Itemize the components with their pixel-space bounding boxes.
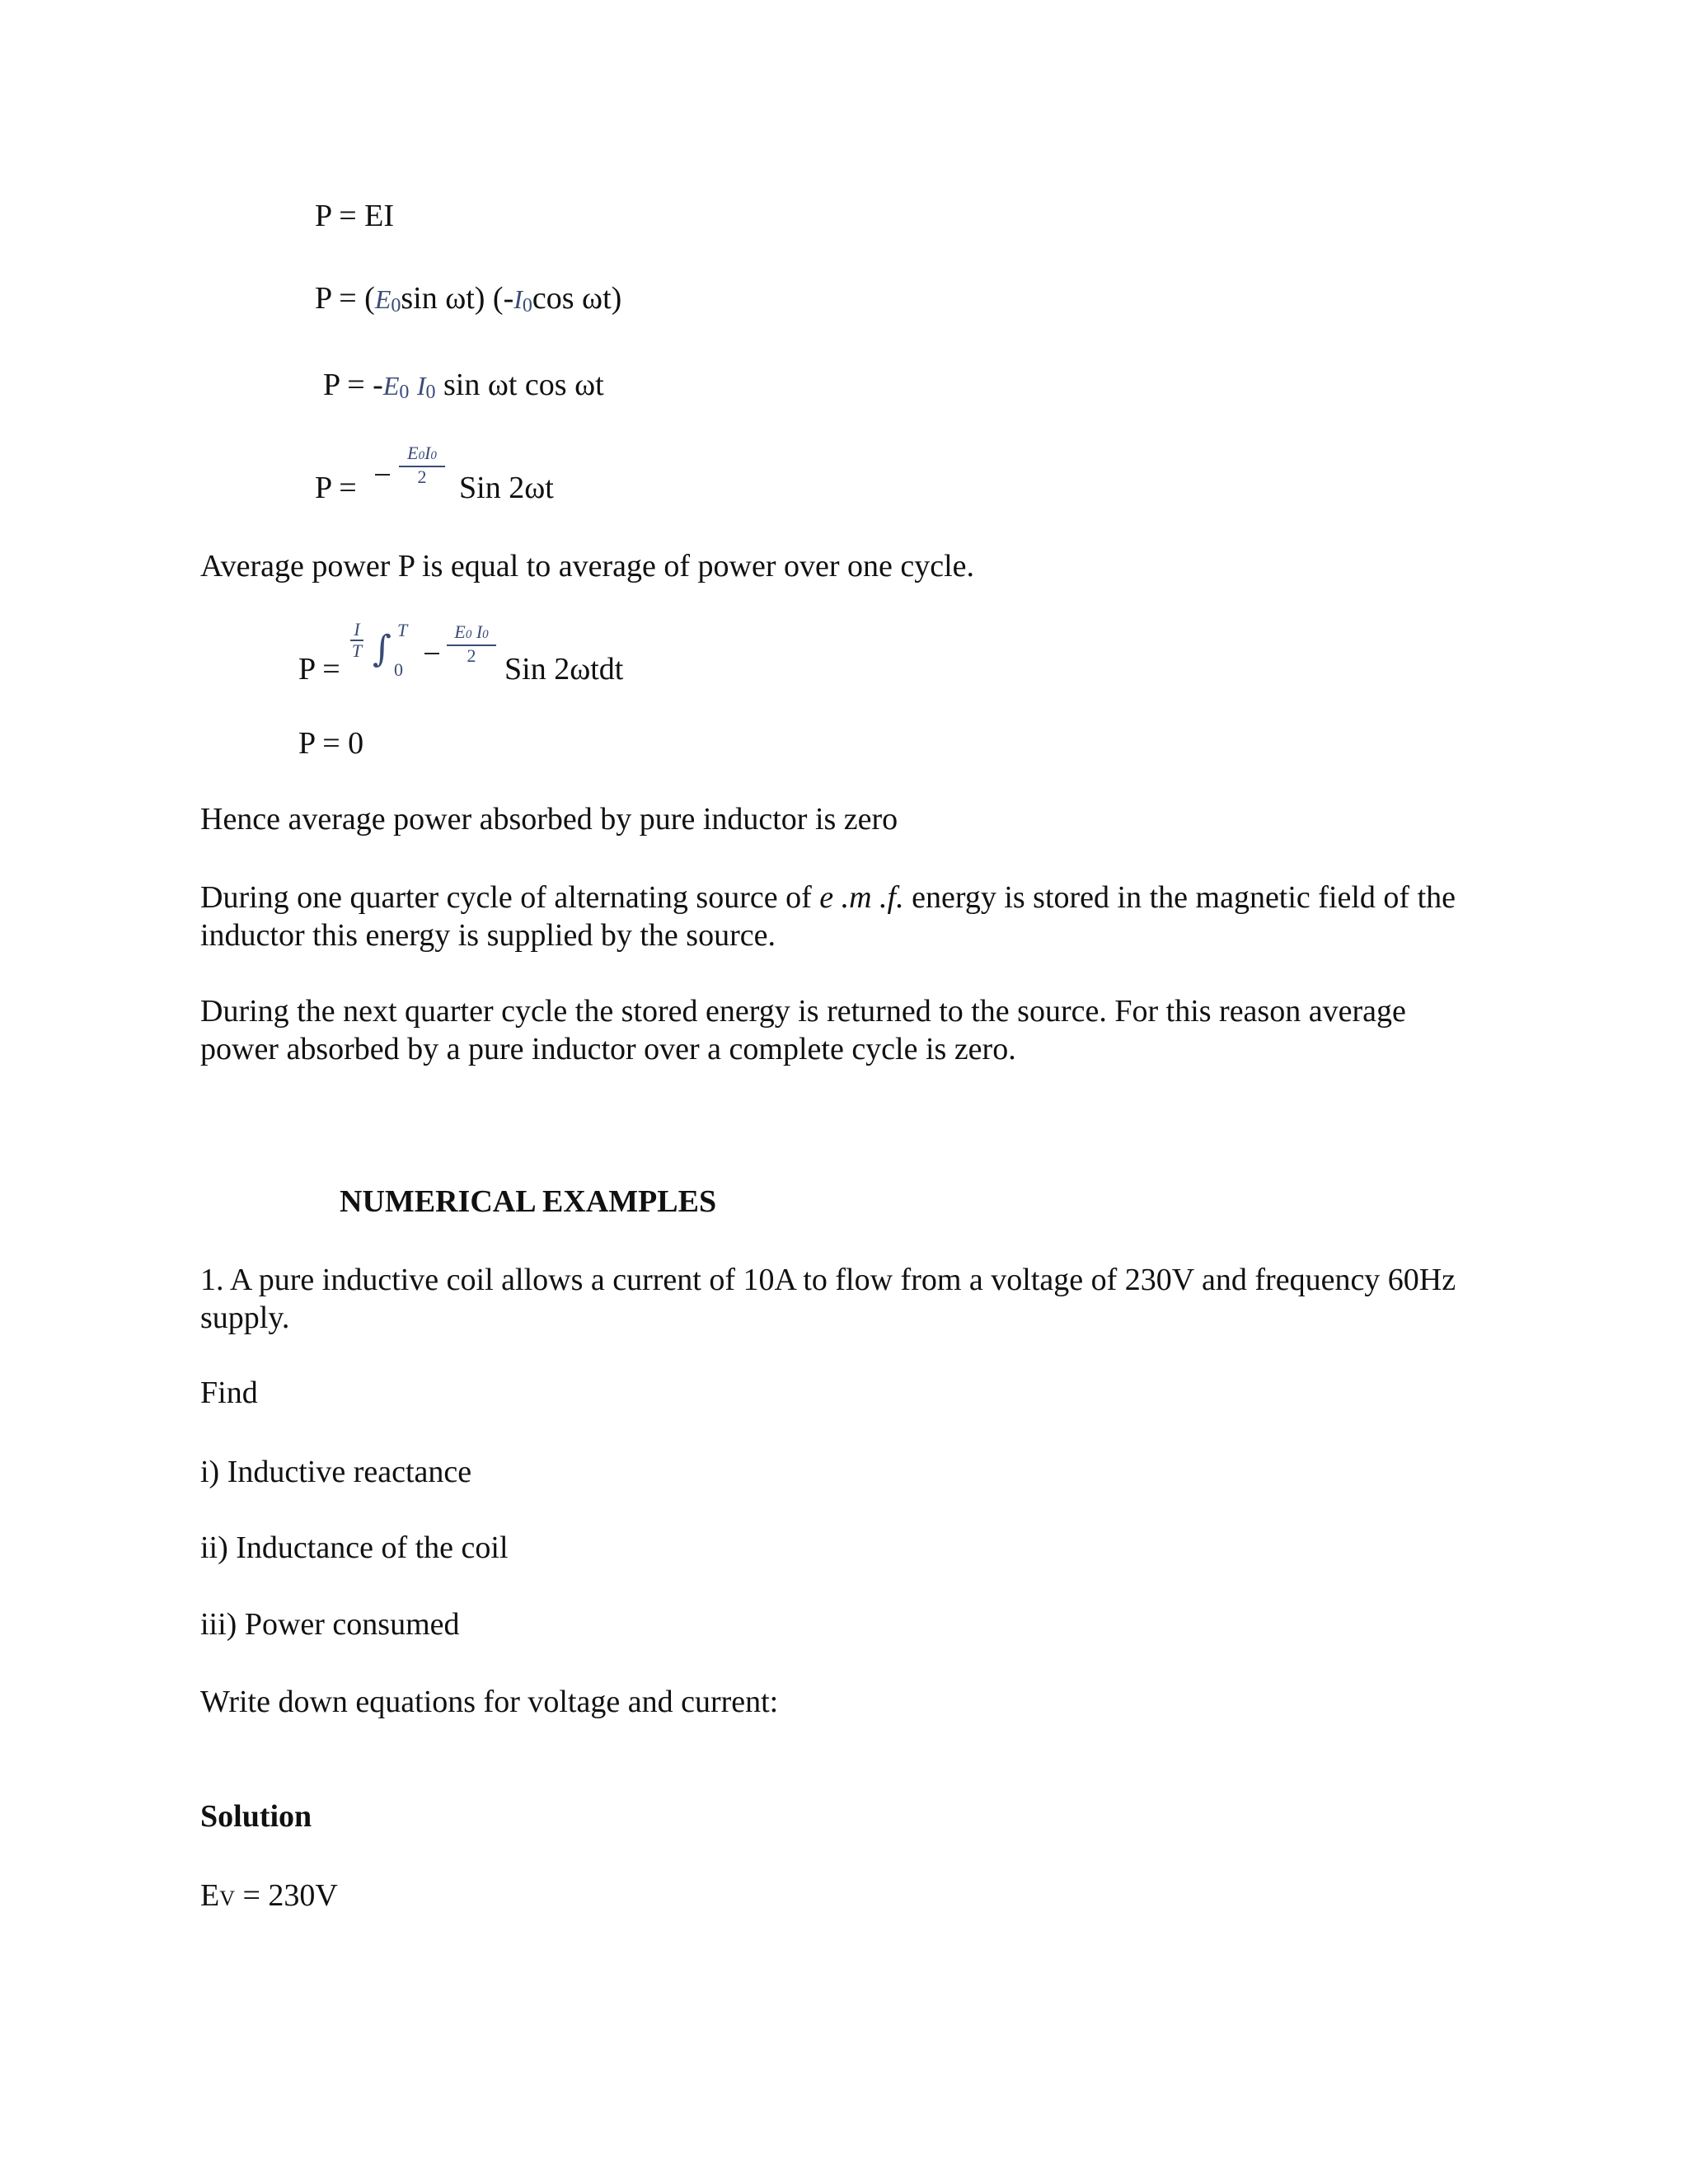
problem-statement: 1. A pure inductive coil allows a current of 10A to flow from a voltage of 230V and frequency 60Hz supply.	[200, 1263, 1456, 1335]
solution-heading: Solution	[200, 1799, 312, 1834]
e-letter: E	[382, 371, 400, 401]
fraction-numerator	[397, 443, 447, 466]
i0-symbol	[417, 371, 436, 401]
emf-italic: e .m .f.	[819, 880, 904, 915]
text-part1: During one quarter cycle of alternating source of	[200, 880, 820, 915]
i-letter: I	[513, 284, 523, 314]
eq4-p-equals: P =	[315, 471, 357, 505]
integral-sign: ∫	[373, 628, 392, 670]
eq4-end: Sin 2ωt	[459, 471, 554, 505]
e-letter: E	[374, 284, 392, 314]
paragraph-average-power: Average power P is equal to average of power over one cycle.	[200, 549, 975, 583]
subscript-zero: 0	[425, 382, 436, 403]
ev-e: E	[200, 1878, 220, 1913]
i-letter: I	[424, 443, 431, 463]
i0-symbol	[513, 284, 532, 314]
fraction-one-over-t	[349, 620, 365, 661]
subscript-zero: 0	[522, 295, 532, 316]
fraction-denominator: 2	[417, 466, 427, 487]
find-label: Find	[200, 1376, 258, 1410]
subscript-zero: 0	[391, 295, 401, 316]
paragraph-hence: Hence average power absorbed by pure inductor is zero	[200, 802, 898, 837]
eq2-prefix: P = (	[315, 281, 375, 316]
e0-symbol	[375, 284, 401, 314]
eq2-end: cos ωt)	[532, 281, 622, 316]
eq5-end: Sin 2ωtdt	[504, 652, 624, 687]
fraction-denominator: 2	[467, 645, 476, 666]
equation-p-expanded	[315, 280, 621, 318]
minus-sign	[375, 474, 390, 476]
paragraph-during-next-quarter: During the next quarter cycle the stored energy is returned to the source. For this reason average power absorbed by a pure inductor over a complete cycle is zero.	[200, 994, 1406, 1066]
fraction-numerator: I	[354, 619, 360, 640]
item-inductive-reactance: i) Inductive reactance	[200, 1455, 472, 1489]
subscript-zero: 0	[430, 449, 437, 462]
subscript-zero: 0	[482, 628, 489, 641]
fraction-numerator	[445, 622, 498, 644]
ev-subscript: V	[219, 1886, 235, 1910]
ev-value	[200, 1877, 338, 1915]
i-letter: I	[476, 621, 483, 642]
subscript-zero: 0	[399, 382, 410, 403]
fraction-e0i0-over-2	[445, 622, 498, 666]
subscript-zero: 0	[418, 449, 425, 462]
item-power-consumed: iii) Power consumed	[200, 1607, 460, 1642]
item-inductance: ii) Inductance of the coil	[200, 1530, 509, 1565]
ev-rest: = 230V	[235, 1878, 338, 1913]
fraction-denominator: T	[351, 640, 363, 661]
fraction-e0i0-over-2	[397, 443, 447, 487]
e-letter: E	[407, 443, 419, 463]
upper-limit: T	[397, 620, 408, 640]
eq2-mid: sin ωt) (-	[401, 281, 514, 316]
minus-sign	[424, 653, 439, 654]
e-letter: E	[454, 621, 466, 642]
write-down-equations: Write down equations for voltage and current:	[200, 1685, 779, 1719]
equation-p-equals-ei: P = EI	[315, 199, 395, 233]
heading-numerical-examples: NUMERICAL EXAMPLES	[340, 1184, 717, 1219]
eq5-p-equals: P =	[298, 652, 340, 687]
e0-symbol	[383, 371, 410, 401]
eq3-prefix: P = -	[323, 368, 383, 402]
equation-p-product	[323, 367, 604, 405]
i-letter: I	[416, 371, 426, 401]
paragraph-during-one-quarter	[200, 879, 1503, 954]
lower-limit: 0	[394, 659, 403, 680]
subscript-zero: 0	[465, 628, 472, 641]
equation-p-zero: P = 0	[298, 726, 364, 761]
eq3-end: sin ωt cos ωt	[443, 368, 604, 402]
text-part2: energy is stored in the magnetic field of the inductor this energy is supplied by the source.	[200, 880, 1456, 953]
